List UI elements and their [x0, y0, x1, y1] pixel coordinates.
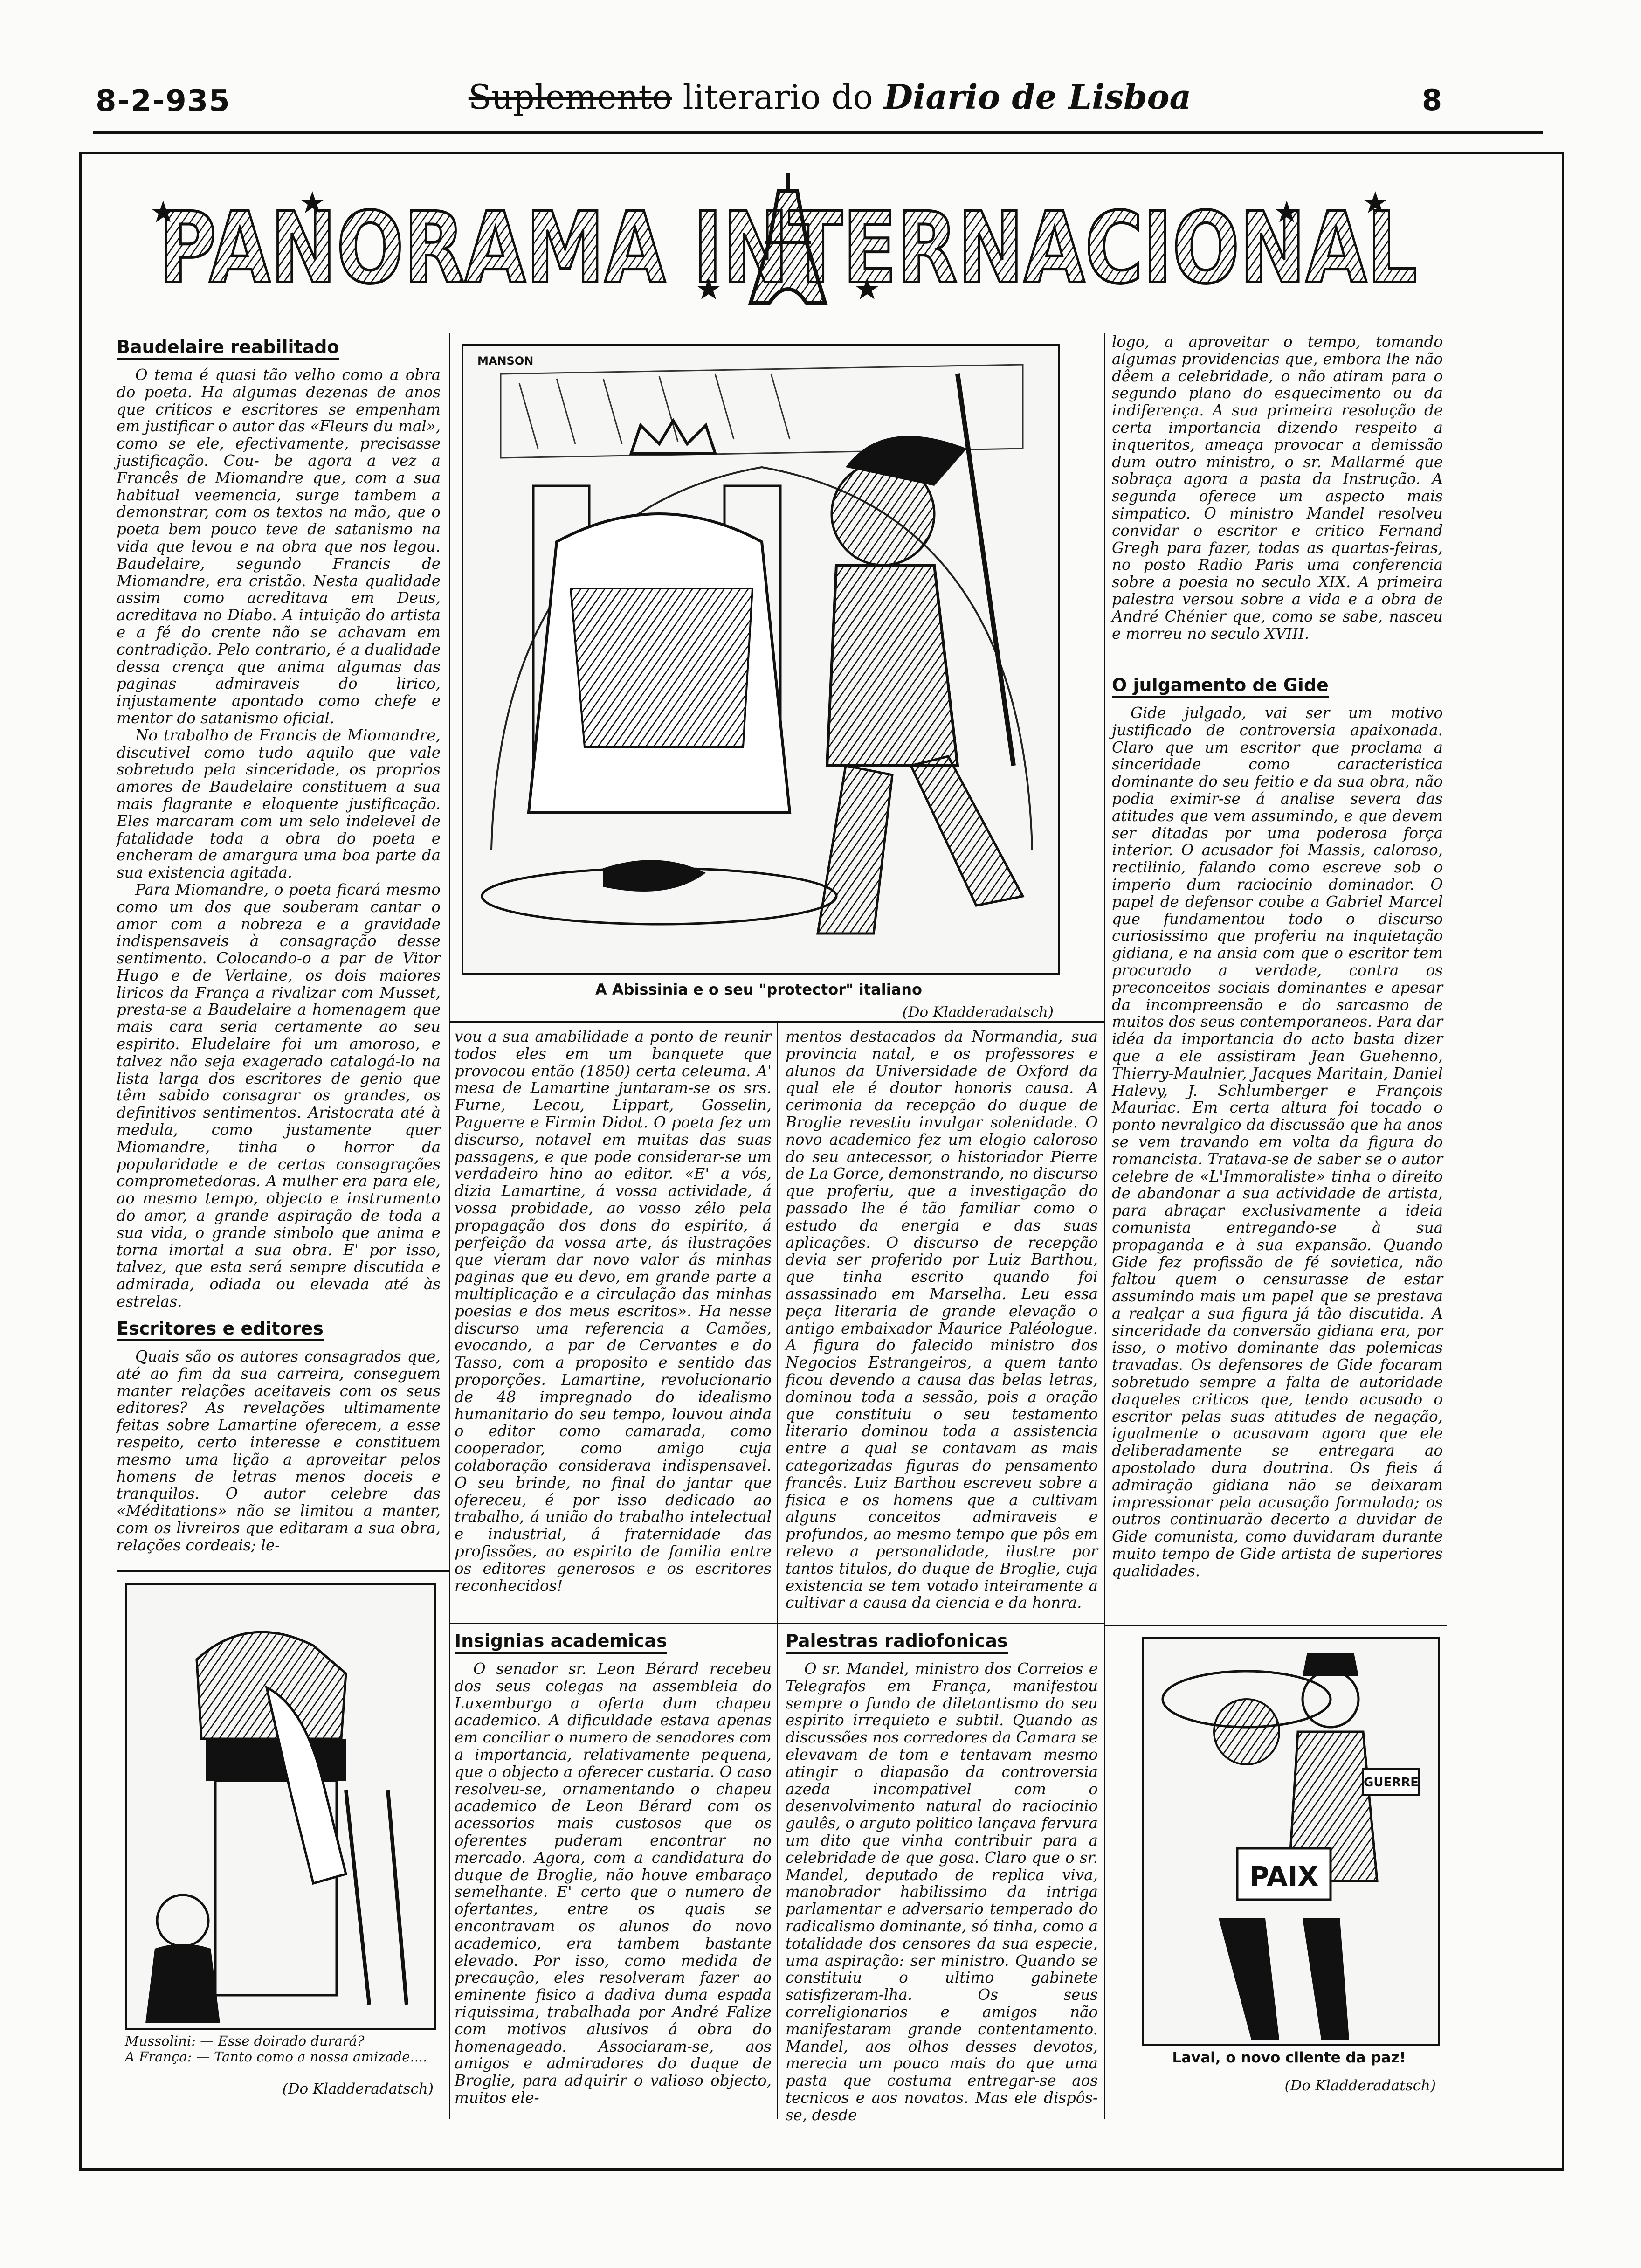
paragraph: O senador sr. Leon Bérard recebeu dos seus colegas na assembleia do Luxemburgo a oferta dum chapeu academico. A dificuldade estava apenas em conciliar o numero de senadores com a importancia, relativamente pequena, que o objecto a oferecer custaria. O caso resolveu-se, ornamentando o chapeu academico de Leon Bérard com os acessorios mais custosos que os oferentes puderam encontrar no mercado. Agora, com a candidatura do duque de Broglie, não houve embaraço semelhante. E' certo que o numero de ofertantes, entre os quais se encontravam os alunos do novo academico, era tambem bastante elevado. Por isso, como medida de precaução, eles resolveram fazer ao eminente fisico a dadiva duma espada riquissima, trabalhada por André Falize com motivos alusivos á obra do homenageado. Associaram-se, aos amigos e admiradores do duque de Broglie, para adquirir o valioso objecto, muitos ele-: [455, 1660, 772, 2107]
paragraph: vou a sua amabilidade a ponto de reunir todos eles em um banquete que provocou então (1850) certa celeuma. A' mesa de Lamartine juntaram-se os srs. Furne, Lecou, Lippart, Gosselin, Paguerre e Firmin Didot. O poeta fez um discurso, notavel em muitas das suas passagens, e que pode considerar-se um verdadeiro hino ao editor. «E' a vós, dizia Lamartine, á vossa actividade, á vossa probidade, ao vosso zêlo pela propagação dos dons do espirito, á perfeição da vossa arte, ás ilustrações que vieram dar novo valor ás minhas paginas que eu devo, em grande parte a multiplicação e a circulação das minhas poesias e dos meus escritos». Ha nesse discurso uma referencia a Camões, evocando, a par de Cervantes e do Tasso, com a proposito e sentido das proporções. Lamartine, revolucionario de 48 impregnado do idealismo humanitario do seu tempo, louvou ainda o editor como camarada, como cooperador, como amigo cuja colaboração considerava indispensavel. O seu brinde, no final do jantar que ofereceu, é por isso dedicado ao trabalho, á união do trabalho intelectual e industrial, á fraternidade das profissões, ao espirito de familia entre os editores generosos e os escritores reconhecidos!: [455, 1028, 772, 1595]
paragraph: Quais são os autores consagrados que, até ao fim da sua carreira, conseguem manter relações aceitaveis com os seus editores? As revelações ultimamente feitas sobre Lamartine oferecem, a esse respeito, certo interesse e constituem mesmo uma lição a aproveitar pelos homens de letras menos doceis e tranquilos. O autor celebre das «Méditations» não se limitou a manter, com os livreiros que editaram a sua obra, relações cordeais; le-: [117, 1348, 441, 1554]
paragraph: O tema é quasi tão velho como a obra do poeta. Ha algumas dezenas de anos que criticos e escritores se empenham em justificar o autor das «Fleurs du mal», como se ele, efectivamente, precisasse justificação. Cou- be agora a vez a Francês de Miomandre que, com a sua habitual veemencia, surge tambem a demonstrar, com os textos na mão, que o poeta bem pouco teve de satanismo na vida que levou e na obra que nos legou. Baudelaire, segundo Francis de Miomandre, era cristão. Nesta qualidade assim como acreditava em Deus, acreditava no Diabo. A intuição do artista e a fé do crente não se achavam em contradição. Pelo contrario, é a dualidade dessa crença que anima algumas das paginas admiraveis do lirico, injustamente apontado como chefe e mentor do satanismo oficial.: [117, 366, 441, 727]
cartoon-laval: [1142, 1637, 1440, 2046]
caption-laval: Laval, o novo cliente da paz!: [1172, 2049, 1406, 2066]
issue-date: 8-2-935: [96, 84, 231, 118]
credit-laval: (Do Kladderadatsch): [1284, 2077, 1436, 2094]
column-mandel-cont: [1112, 333, 1443, 678]
column-rule: [777, 1023, 778, 2119]
banner-title: PANORAMA INTERNACIONAL: [159, 191, 1417, 305]
credit-abyssinia: (Do Kladderadatsch): [902, 1004, 1054, 1021]
speech: — Esse doirado durará?: [200, 2033, 365, 2049]
heading-escritores: Escritores e editores: [117, 1318, 324, 1341]
cartoon-abyssinia: [462, 344, 1060, 975]
heading-insignias: Insignias academicas: [455, 1630, 667, 1654]
section-rule: [1104, 1625, 1447, 1626]
header-rule: [93, 131, 1543, 134]
column-rule: [449, 333, 450, 2119]
masthead-middle: literario do: [672, 77, 884, 117]
paragraph: Gide julgado, vai ser um motivo justificado de controversia apaixonada. Claro que um escritor que proclama a sinceridade como caracteristica dominante do seu feitio e da sua obra, não podia eximir-se á analise severa das atitudes que vem assumindo, e que devem ser ditadas por uma poderosa força interior. O acusador foi Massis, caloroso, rectilinio, falando como escreve sob o imperio dum raciocinio dominador. O papel de defensor coube a Gabriel Marcel que fundamentou todo o discurso curiosissimo que proferiu na inquietação gidiana, e na ansia com que o escritor tem procurado a verdade, contra os preconceitos sociais dominantes e apesar da incompreensão e do sarcasmo de muitos dos seus contemporaneos. Para dar idéa da importancia do acto basta dizer que a ele assistiram Jean Guehenno, Thierry-Maulnier, Jacques Maritain, Daniel Halevy, J. Schlumberger e François Mauriac. Em certa altura foi tocado o ponto nevralgico da discussão que ha anos se vem travando em volta da figura do romancista. Tratava-se de saber se o autor celebre de «L'Immoraliste» tinha o direito de abandonar a sua actividade de artista, para abraçar exclusivamente a ideia comunista entregando-se à sua propaganda e à sua expansão. Quando Gide fez profissão de fé sovietica, não faltou quem o censurasse de estar assumindo mais um papel que se prestava a realçar a sua figura já tão discutida. A sinceridade da conversão gidiana era, por isso, o motivo dominante das polemicas travadas. Os defensores de Gide focaram sobretudo sempre a falta de autoridade daqueles criticos que, tendo acusado o escritor pelas suas atitudes de negação, igualmente o acusavam agora que ele deliberadamente se entregara ao apostolado dura doutrina. Os fieis á admiração gidiana não se deixaram impressionar pela acusação formulada; os outros continuarão decerto a duvidar de Gide comunista, como duvidaram durante muito tempo de Gide artista de superiores qualidades.: [1112, 704, 1443, 1580]
panorama-banner: [135, 163, 1436, 322]
cartoon-mussolini: [125, 1583, 436, 2030]
column-insignias: [455, 1627, 772, 2117]
artist-signature: MANSON: [477, 354, 534, 367]
cartoon-mussolini-drawing: [127, 1585, 434, 2028]
section-rule: [449, 1021, 1104, 1023]
column-baudelaire: [117, 333, 441, 1315]
speaker: A França:: [125, 2049, 192, 2065]
column-rule: [1104, 333, 1105, 2119]
section-rule: [117, 1570, 449, 1572]
sign-guerre: GUERRE: [1363, 1776, 1419, 1790]
column-lamartine: [455, 1028, 772, 1616]
speaker: Mussolini:: [125, 2033, 196, 2049]
paragraph: logo, a aproveitar o tempo, tomando algumas providencias que, embora lhe não dêem a celebridade, o não atiram para o segundo plano do esquecimento ou da indiferença. A sua primeira resolução de certa importancia dizendo respeito a inqueritos, ameaça provocar a demissão dum outro ministro, o sr. Mallarmé que sobraça agora a pasta da Instrução. A segunda oferece um aspecto mais simpatico. O ministro Mandel resolveu convidar o escritor e critico Fernand Gregh para fazer, todas as quartas-feiras, no posto Radio Paris uma conferencia sobre a poesia no seculo XIX. A primeira palestra versou sobre a vida e a obra de André Chénier que, como se sabe, nasceu e morreu no seculo XVIII.: [1112, 333, 1443, 643]
section-rule: [449, 1623, 1104, 1624]
paragraph: mentos destacados da Normandia, sua provincia natal, e os professores e alunos da Universidade de Oxford da qual ele é doutor honoris causa. A cerimonia da recepção do duque de Broglie revestiu invulgar solenidade. O novo academico fez um elogio caloroso do seu antecessor, o historiador Pierre de La Gorce, demonstrando, no discurso que proferiu, que a investigação do passado lhe é tão familiar como o estudo da energia e das suas aplicações. O discurso de recepção devia ser proferido por Luiz Barthou, que tinha escrito quando foi assassinado em Marselha. Leu essa peça literaria de grande elevação o antigo embaixador Maurice Paléologue. A figura do falecido ministro dos Negocios Estrangeiros, a quem tanto ficou devendo a causa das belas letras, dominou toda a sessão, pois a oração que constituiu o seu testamento literario dominou toda a assistencia entre a qual se contavam as mais categorizadas figuras do pensamento francês. Luiz Barthou escreveu sobre a fisica e os homens que a cultivam alguns conceitos admiraveis e profundos, ao mesmo tempo que pôs em relevo a personalidade, ilustre por tantos titulos, do duque de Broglie, cuja existencia se tem votado inteiramente a cultivar a causa da ciencia e da honra.: [786, 1028, 1098, 1612]
column-broglie: [786, 1028, 1098, 1618]
column-palestras: [786, 1627, 1098, 2124]
speech: — Tanto como a nossa amizade....: [196, 2049, 427, 2065]
column-escritores: [117, 1315, 441, 1562]
column-gide: [1112, 671, 1443, 1620]
masthead: [410, 77, 1249, 117]
dialog-mussolini: [125, 2033, 447, 2065]
sign-paix: PAIX: [1249, 1860, 1319, 1892]
paragraph: No trabalho de Francis de Miomandre, discutivel como tudo aquilo que vale sobretudo pela sinceridade, os proprios amores de Baudelaire constituem a sua mais flagrante e eloquente justificação. Eles marcaram com um selo indelevel de fatalidade toda a obra do poeta e encheram de amargura uma boa parte da sua existencia agitada.: [117, 726, 441, 882]
caption-abyssinia: A Abissinia e o seu "protector" italiano: [595, 981, 923, 998]
paragraph: Para Miomandre, o poeta ficará mesmo como um dos que souberam cantar o amor com a nobreza e a gravidade indispensaveis à consagração desse sentimento. Colocando-o a par de Vitor Hugo e de Verlaine, os dois maiores liricos da França a rivalizar com Musset, presta-se a Baudelaire a homenagem que mais cara seria certamente ao seu espirito. Eludelaire foi um amoroso, e talvez não seja exagerado catalogá-lo na lista larga dos escritores de genio que têm sabido consagrar os grandes, os definitivos sentimentos. Aristocrata até à medula, como justamente quer Miomandre, tinha o horror da popularidade e de certas consagrações comprometedoras. A mulher era para ele, ao mesmo tempo, objecto e instrumento do amor, a grande aspiração de toda a sua vida, o grande simbolo que anima e torna imortal a sua obra. E' por isso, talvez, que esta será sempre discutida e admirada, odiada ou elevada até às estrelas.: [117, 880, 441, 1311]
cartoon-laval-drawing: [1144, 1639, 1438, 2044]
heading-baudelaire: Baudelaire reabilitado: [117, 336, 339, 360]
newspaper-name: Diario de Lisboa: [883, 77, 1192, 117]
credit-mussolini: (Do Kladderadatsch): [282, 2081, 434, 2097]
cartoon-abyssinia-drawing: [463, 346, 1058, 973]
heading-palestras: Palestras radiofonicas: [786, 1630, 1008, 1654]
page-number: 8: [1422, 83, 1442, 117]
masthead-struck-word: Suplemento: [468, 77, 672, 117]
paragraph: O sr. Mandel, ministro dos Correios e Telegrafos em França, manifestou sempre o fundo de diletantismo do seu espirito irrequieto e subtil. Quando as discussões nos corredores da Camara se elevavam de tom e tentavam mesmo atingir o diapasão da controversia azeda incompativel com o desenvolvimento natural do raciocinio gaulês, o arguto politico lançava fervura um dito que vinha contribuir para a celebridade de que gosa. Claro que o sr. Mandel, deputado de replica viva, manobrador habilissimo da intriga parlamentar e adversario temperado do radicalismo dominante, só tinha, como a totalidade dos censores da sua especie, uma aspiração: ser ministro. Quando se constituiu o ultimo gabinete satisfizeram-lha. Os seus correligionarios e amigos não manifestaram grande contentamento. Mandel, aos olhos desses devotos, merecia um pouco mais do que uma pasta que costuma entregar-se aos tecnicos e aos novatos. Mas ele dispôs-se, desde: [786, 1660, 1098, 2124]
heading-gide: O julgamento de Gide: [1112, 674, 1329, 698]
